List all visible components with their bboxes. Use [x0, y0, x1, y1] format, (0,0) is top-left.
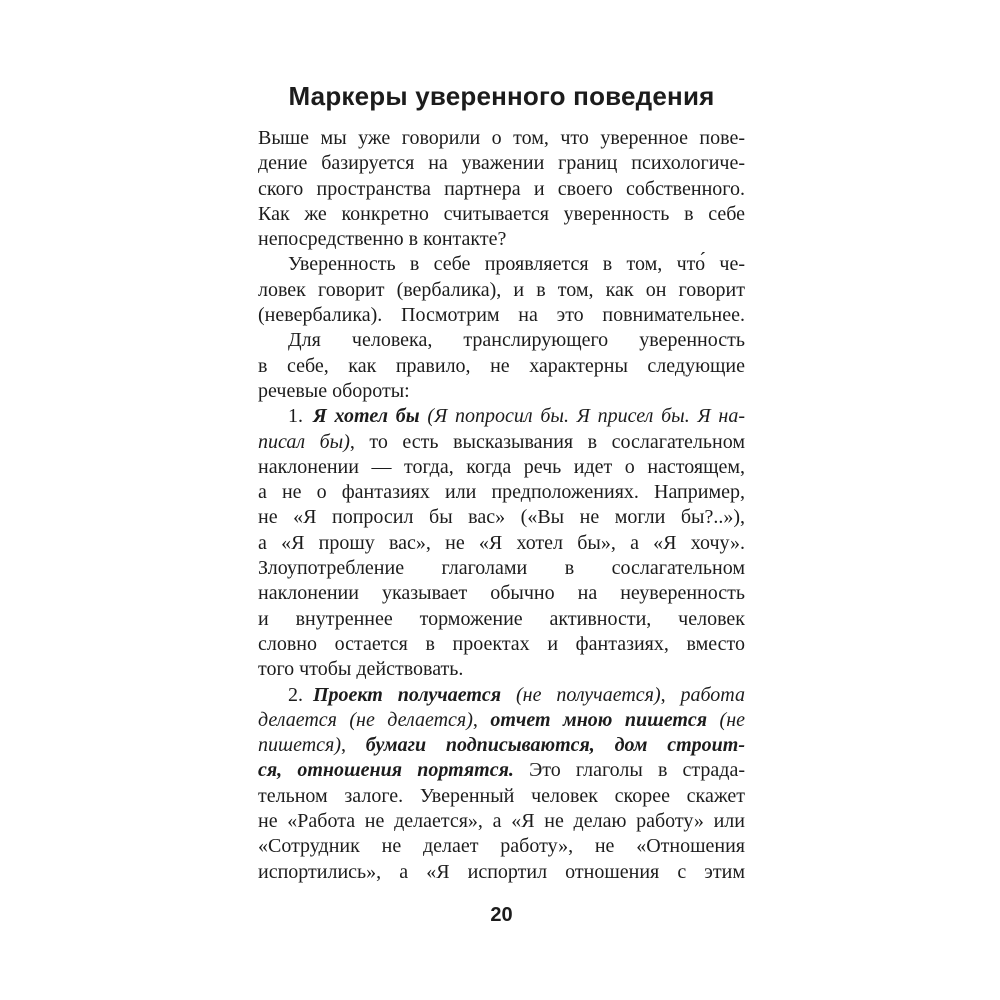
text-line: (невербалика). Посмотрим на это повнимательнее. [258, 304, 745, 327]
text-line: испортились», а «Я испортил отношения с этим [258, 860, 745, 883]
text-line: Для человека, транслирующего уверенность [288, 329, 745, 352]
text-column [258, 82, 745, 885]
text-line: дение базируется на уважении границ психологиче- [258, 152, 745, 175]
text-line: наклонении — тогда, когда речь идет о настоящем, [258, 455, 745, 478]
text-line: речевые обороты: [258, 379, 410, 402]
text-line: ловек говорит (вербалика), и в том, как он говорит [258, 278, 745, 301]
text-line: непосредственно в контакте? [258, 228, 507, 251]
text-line: тельном залоге. Уверенный человек скорее скажет [258, 784, 745, 807]
text-line: в себе, как правило, не характерны следующие [258, 354, 745, 377]
text-line: не «Я попросил бы вас» («Вы не могли бы?..»), [258, 506, 745, 529]
text-line: «Сотрудник не делает работу», не «Отношения [258, 835, 745, 858]
text-line: Как же конкретно считывается уверенность в себе [258, 202, 745, 225]
text-line: а не о фантазиях или предположениях. Например, [258, 481, 745, 504]
text-line: не «Работа не делается», а «Я не делаю работу» или [258, 810, 745, 833]
text-line: и внутреннее торможение активности, человек [258, 607, 745, 630]
page-title: Маркеры уверенного поведения [288, 81, 715, 111]
text-line: писал бы), то есть высказывания в сослагательном [258, 430, 746, 453]
page-number: 20 [490, 904, 513, 926]
text-line: словно остается в проектах и фантазиях, вместо [258, 632, 745, 655]
text-line: Злоупотребление глаголами в сослагательном [258, 557, 745, 580]
text-line: 1. Я хотел бы (Я попросил бы. Я присел бы. Я на- [288, 405, 746, 428]
text-line: Уверенность в себе проявляется в том, что́ че- [288, 253, 745, 276]
text-line: а «Я прошу вас», не «Я хотел бы», а «Я хочу». [258, 531, 745, 554]
body-text [258, 126, 745, 885]
text-line: наклонении указывает обычно на неуверенность [258, 582, 745, 605]
text-line: ского пространства партнера и своего собственного. [258, 177, 745, 200]
text-line: Выше мы уже говорили о том, что уверенное пове- [258, 127, 745, 149]
text-line: делается (не делается), отчет мною пишется (не [258, 708, 746, 731]
text-line: 2. Проект получается (не получается), работа [288, 683, 745, 706]
text-line: того чтобы действовать. [258, 658, 464, 681]
text-line: ся, отношения портятся. Это глаголы в страда- [258, 759, 746, 782]
text-line: пишется), бумаги подписываются, дом строит- [258, 734, 746, 757]
